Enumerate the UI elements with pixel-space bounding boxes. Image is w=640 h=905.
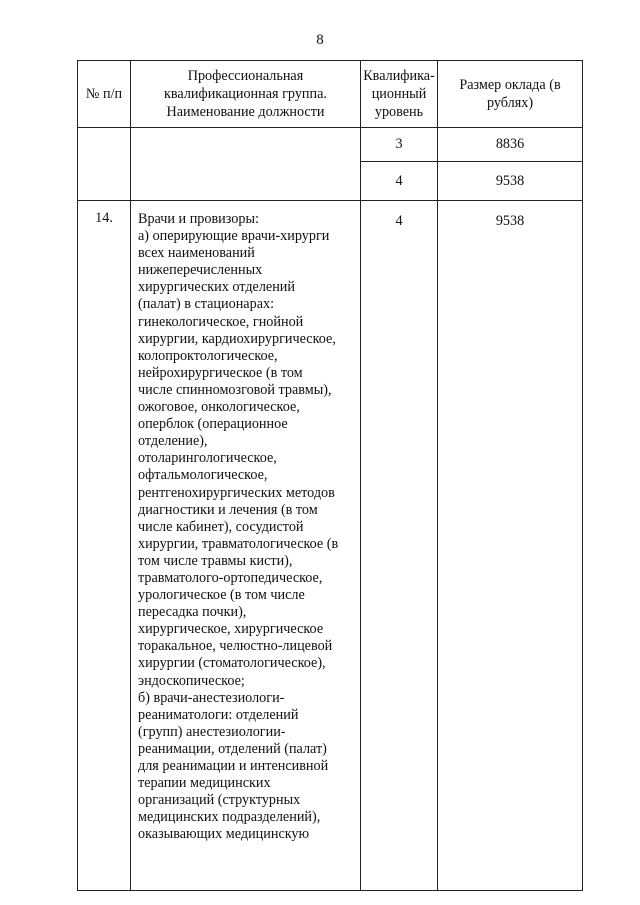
position-text-line: хирургии (стоматологическое), [138,655,326,672]
position-text-line: пересадка почки), [138,604,247,621]
table-row [78,128,583,162]
row-num-cell [78,128,131,201]
position-text-line: числе спинномозговой травмы), [138,381,332,398]
position-text-line: числе кабинет), сосудистой [138,518,304,535]
position-text-line: б) врачи-анестезиологи- [138,689,285,706]
position-text-line: (групп) анестезиологии- [138,723,286,740]
header-level [361,61,438,128]
position-text-line: эндоскопическое; [138,672,245,689]
header-level-label: Квалифика-ционный уровень [363,68,435,120]
row-level-cell: 4 [361,162,438,201]
position-text-line: хирургии, травматологическое (в [138,535,339,552]
position-text-line: травматолого-ортопедическое, [138,569,323,586]
table-row [78,201,583,891]
position-text-line: нейрохирургическое (в том [138,364,303,381]
salary-table [77,60,583,891]
position-text-line: офтальмологическое, [138,467,268,484]
header-num-label: № п/п [85,86,123,102]
position-text-line: том числе травмы кисти), [138,552,293,569]
position-text-line: отделение), [138,433,208,450]
position-text-line: всех наименований [138,245,255,262]
position-text-line: (палат) в стационарах: [138,296,275,313]
header-name-label: Профессиональная квалификационная группа. Наименование должности [164,68,327,120]
position-text-line: хирургии, кардиохирургическое, [138,330,336,347]
position-text-line: рентгенохирургических методов [138,484,335,501]
position-text-line: оказывающих медицинскую [138,826,310,843]
position-text-line: отоларингологическое, [138,450,277,467]
position-text-line: реаниматологи: отделений [138,706,299,723]
row-salary-cell: 9538 [438,201,583,891]
position-text-line: диагностики и лечения (в том [138,501,318,518]
row-level-cell: 4 [361,201,438,891]
header-num [78,61,131,128]
page-number: 8 [316,32,324,48]
position-text-line: хирургическое, хирургическое [138,621,324,638]
position-text-line: реанимации, отделений (палат) [138,740,327,757]
row-salary-cell: 9538 [438,162,583,201]
table-header-row [78,61,583,128]
row-num-cell: 14. [78,201,131,891]
position-text-line: терапии медицинских [138,775,271,792]
row-name-cell [131,128,361,201]
position-text-line: торакальное, челюстно-лицевой [138,638,333,655]
row-level-cell: 3 [361,128,438,162]
position-text-line: организаций (структурных [138,792,301,809]
header-name [131,61,361,128]
position-text-line: а) оперирующие врачи-хирурги [138,228,330,245]
header-salary [438,61,583,128]
position-text-line: колопроктологическое, [138,347,278,364]
position-text-line: нижеперечисленных [138,262,263,279]
position-text-line: гинекологическое, гнойной [138,313,304,330]
position-text-line: хирургических отделений [138,279,295,296]
position-text-line: урологическое (в том числе [138,587,305,604]
row-name-cell [131,201,361,891]
position-text-line: для реанимации и интенсивной [138,758,329,774]
header-salary-label: Размер оклада (в рублях) [459,77,561,111]
position-text-line: медицинских подразделений), [138,809,321,826]
position-text-line: оперблок (операционное [138,416,288,433]
row-salary-cell: 8836 [438,128,583,162]
position-text-line: ожоговое, онкологическое, [138,399,300,416]
position-text-line: Врачи и провизоры: [138,211,259,227]
